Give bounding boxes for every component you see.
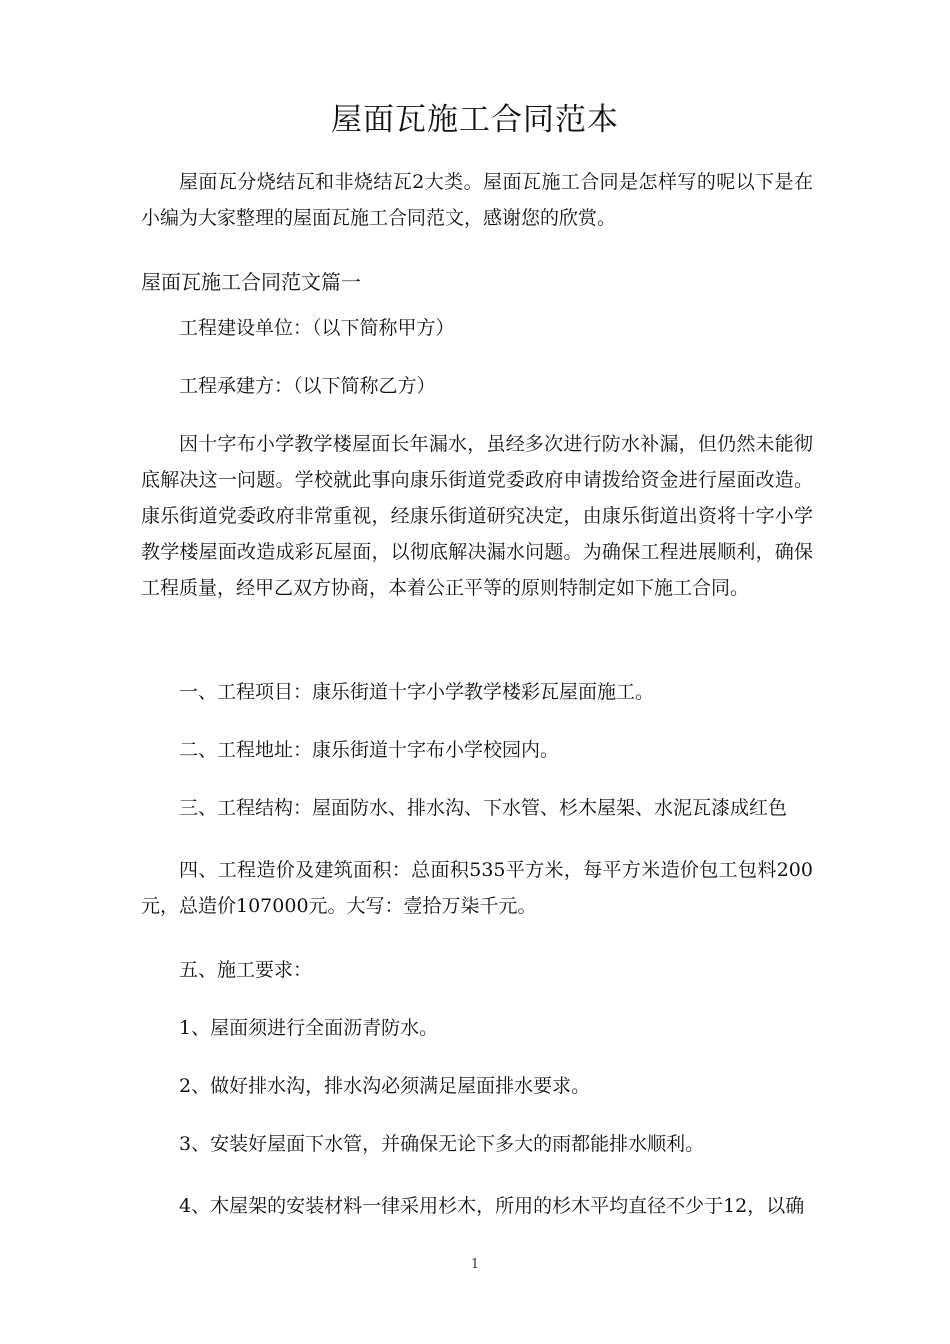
section-heading: 屋面瓦施工合同范文篇一	[141, 270, 361, 294]
clause-item: 一、工程项目：康乐街道十字小学教学楼彩瓦屋面施工。	[179, 681, 655, 703]
clause-item: 五、施工要求：	[179, 959, 313, 981]
party-a-line: 工程建设单位：（以下简称甲方）	[179, 317, 455, 339]
requirement-item: 1、屋面须进行全面沥青防水。	[179, 1017, 439, 1039]
party-b-line: 工程承建方：（以下简称乙方）	[179, 375, 436, 397]
clause-item: 三、工程结构：屋面防水、排水沟、下水管、杉木屋架、水泥瓦漆成红色	[179, 797, 788, 819]
page-number: 1	[470, 1257, 480, 1272]
background-paragraph: 因十字布小学教学楼屋面长年漏水，虽经多次进行防水补漏，但仍然未能彻底解决这一问题。学校就此事向康乐街道党委政府申请拨给资金进行屋面改造。康乐街道党委政府非常重视，经康乐街道研究决定，由康乐街道出资将十字小学教学楼屋面改造成彩瓦屋面，以彻底解决漏水问题。为确保工程进展顺利，确保工程质量，经甲乙双方协商，本着公正平等的原则特制定如下施工合同。	[141, 433, 813, 599]
clause-item: 四、工程造价及建筑面积：总面积535平方米，每平方米造价包工包料200元，总造价107000元。大写：壹拾万柒千元。	[141, 859, 813, 917]
document-title: 屋面瓦施工合同范本	[331, 102, 619, 138]
clause-item: 二、工程地址：康乐街道十字布小学校园内。	[179, 739, 560, 761]
requirement-item: 4、木屋架的安装材料一律采用杉木，所用的杉木平均直径不少于12，以确	[179, 1195, 805, 1217]
requirement-item: 2、做好排水沟，排水沟必须满足屋面排水要求。	[179, 1075, 591, 1097]
intro-paragraph: 屋面瓦分烧结瓦和非烧结瓦2大类。屋面瓦施工合同是怎样写的呢以下是在小编为大家整理的屋面瓦施工合同范文，感谢您的欣赏。	[141, 171, 813, 229]
requirement-item: 3、安装好屋面下水管，并确保无论下多大的雨都能排水顺利。	[179, 1133, 705, 1155]
